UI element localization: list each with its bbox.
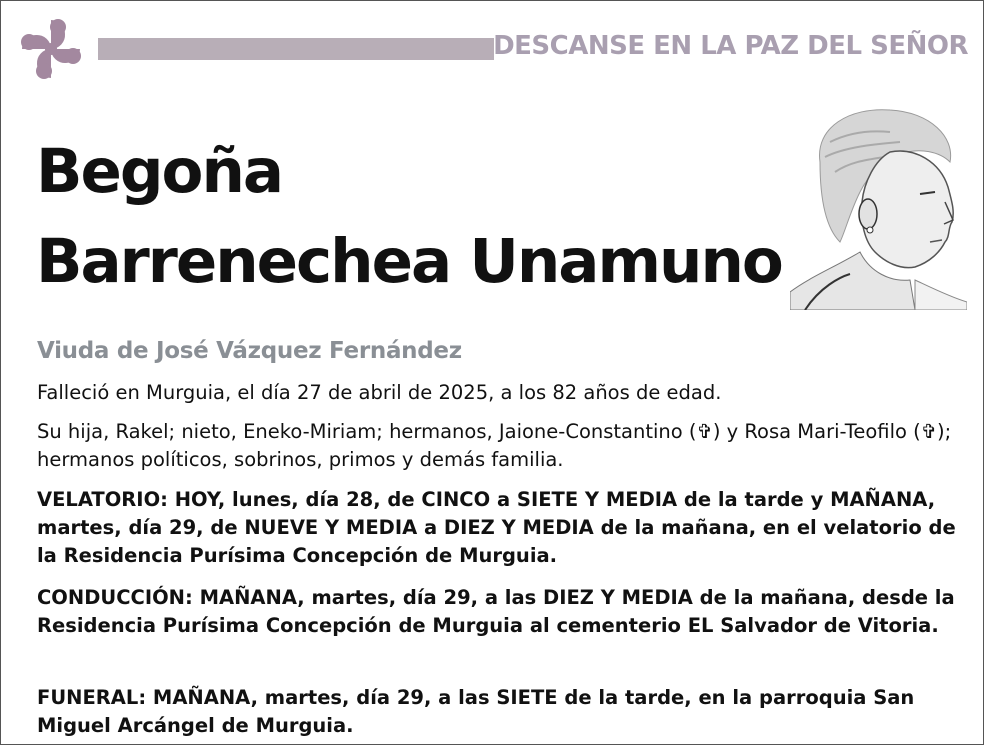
deceased-first-name: Begoña (36, 136, 283, 207)
lauburu-cross-icon (14, 12, 88, 86)
conduccion-text: CONDUCCIÓN: MAÑANA, martes, día 29, a las DIEZ Y MEDIA de la mañana, desde la Residencia Purísima Concepción de Murguia al cementerio EL Salvador de Vitoria. (37, 586, 955, 637)
relation-subtitle: Viuda de José Vázquez Fernández (37, 338, 462, 364)
header-banner: DESCANSE EN LA PAZ DEL SEÑOR (493, 31, 968, 61)
family-text: Su hija, Rakel; nieto, Eneko-Miriam; hermanos, Jaione-Constantino (✞) y Rosa Mari-Teofilo (✞); hermanos políticos, sobrinos, primos y demás familia. (37, 420, 952, 471)
funeral-text: FUNERAL: MAÑANA, martes, día 29, a las SIETE de la tarde, en la parroquia San Miguel Arcángel de Murguia. (37, 686, 915, 737)
death-notice-text: Falleció en Murguia, el día 27 de abril de 2025, a los 82 años de edad. (37, 381, 722, 404)
deceased-surnames: Barrenechea Unamuno (36, 226, 782, 297)
portrait-photo (790, 102, 967, 310)
header-bar (98, 38, 494, 60)
velatorio-text: VELATORIO: HOY, lunes, día 28, de CINCO a SIETE Y MEDIA de la tarde y MAÑANA, martes, día 29, de NUEVE Y MEDIA a DIEZ Y MEDIA de la mañana, en el velatorio de la Residencia Purísima Concepción de Murguia. (37, 488, 956, 567)
